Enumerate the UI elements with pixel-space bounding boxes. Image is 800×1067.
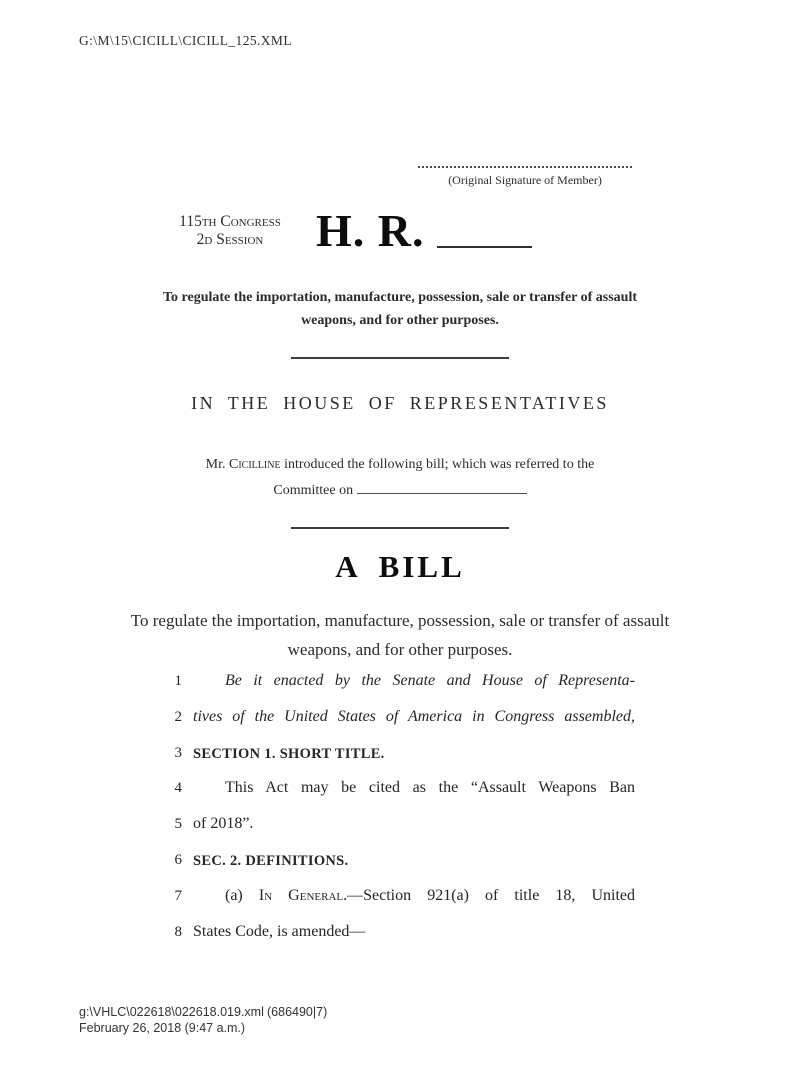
action-paragraph	[140, 452, 660, 504]
divider-rule-bottom	[291, 527, 509, 529]
divider-rule-top	[291, 357, 509, 359]
footer-date: February 26, 2018 (9:47 a.m.)	[79, 1021, 246, 1035]
footer-code: (686490|7)	[267, 1005, 328, 1019]
page-footer	[79, 1004, 327, 1036]
bill-line	[168, 672, 635, 708]
bill-line	[168, 744, 635, 780]
bill-line	[168, 851, 635, 887]
bill-number	[316, 204, 532, 257]
line-number: 7	[174, 887, 182, 904]
action-line-1	[140, 452, 660, 478]
header-filepath: G:\M\15\CICILL\CICILL_125.XML	[79, 33, 292, 48]
line-number: 6	[174, 851, 182, 868]
text-segment: Committee on	[273, 483, 357, 498]
line-number: 3	[174, 744, 182, 761]
line-text: of 2018”.	[193, 815, 254, 833]
congress-session-block	[148, 213, 312, 248]
signature-caption: (Original Signature of Member)	[448, 173, 602, 187]
bill-number-blank-line	[437, 246, 532, 248]
committee-blank-line	[357, 492, 527, 494]
bill-body-lines	[168, 672, 635, 958]
signature-block	[418, 156, 632, 188]
bill-line	[168, 887, 635, 923]
congress-line: 115th Congress	[179, 213, 281, 230]
header-long-title: To regulate the importation, manufacture, possession, sale or transfer of assault weapons, and for other purposes.	[162, 290, 638, 328]
action-line-2	[140, 478, 660, 504]
line-number: 1	[174, 673, 182, 689]
text-segment: .—Section 921(a) of title 18, United	[343, 886, 635, 904]
line-text: SECTION 1. SHORT TITLE.	[193, 745, 385, 762]
bill-line	[168, 923, 635, 959]
line-text: This Act may be cited as the “Assault Weapons Ban	[225, 779, 635, 797]
bill-line	[168, 815, 635, 851]
text-segment: introduced the following bill; which was referred to the	[280, 457, 595, 472]
session-line: 2d Session	[196, 230, 264, 248]
footer-line-1	[79, 1004, 327, 1020]
line-text	[225, 887, 635, 905]
line-number: 8	[174, 923, 182, 940]
bill-heading: A BILL	[335, 549, 465, 584]
chamber-heading: IN THE HOUSE OF REPRESENTATIVES	[191, 393, 609, 413]
bill-number-prefix: H. R.	[316, 205, 425, 256]
bill-line	[168, 779, 635, 815]
line-number: 4	[174, 780, 182, 797]
line-number: 2	[174, 708, 182, 725]
line-number: 5	[174, 816, 182, 833]
text-segment: Mr.	[205, 457, 230, 472]
text-segment: In General	[258, 886, 344, 904]
line-text: States Code, is amended—	[193, 922, 366, 940]
line-text: SEC. 2. DEFINITIONS.	[193, 852, 349, 869]
footer-filepath: g:\VHLC\022618\022618.019.xml	[79, 1005, 264, 1019]
line-text: tives of the United States of America in Congress assembled,	[193, 707, 635, 725]
bill-long-title: To regulate the importation, manufacture, possession, sale or transfer of assault weapons, and for other purposes.	[130, 611, 670, 659]
text-segment: (a)	[225, 886, 259, 904]
signature-dotted-line	[418, 156, 632, 168]
bill-line	[168, 708, 635, 744]
line-text: Be it enacted by the Senate and House of Representa-	[225, 672, 635, 689]
text-segment: Cicilline	[229, 457, 281, 472]
